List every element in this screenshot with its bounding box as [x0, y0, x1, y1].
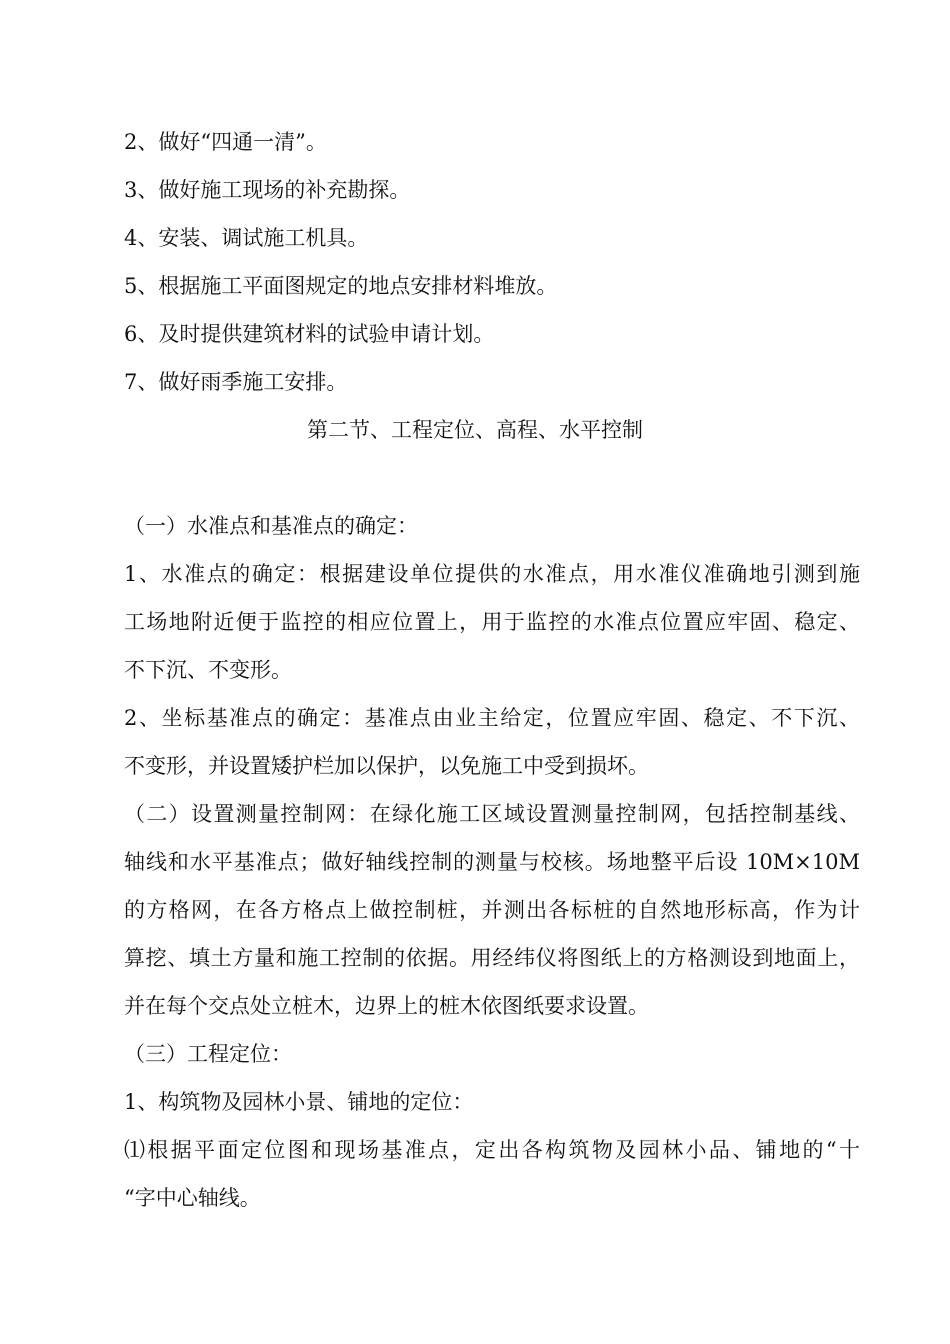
list-item: 6、及时提供建筑材料的试验申请计划。	[124, 322, 495, 346]
subsection-heading: （三）工程定位：	[124, 1042, 292, 1066]
list-item: 2、做好“四通一清”。	[124, 130, 327, 154]
subsection-heading: （一）水准点和基准点的确定：	[124, 514, 418, 538]
paragraph-line: 不下沉、不变形。	[124, 658, 292, 682]
paragraph-line: 的方格网，在各方格点上做控制桩，并测出各标桩的自然地形标高，作为计	[124, 898, 860, 922]
list-item: 4、安装、调试施工机具。	[124, 226, 369, 250]
paragraph-line: 轴线和水平基准点；做好轴线控制的测量与校核。场地整平后设 10M×10M	[124, 850, 860, 874]
paragraph-line: 2、坐标基准点的确定：基准点由业主给定，位置应牢固、稳定、不下沉、	[124, 706, 860, 730]
list-item: 5、根据施工平面图规定的地点安排材料堆放。	[124, 274, 558, 298]
paragraph-line: （二）设置测量控制网：在绿化施工区域设置测量控制网，包括控制基线、	[124, 802, 860, 826]
paragraph-line: ⑴根据平面定位图和现场基准点，定出各构筑物及园林小品、铺地的“十	[124, 1138, 860, 1162]
paragraph-line: 不变形，并设置矮护栏加以保护，以免施工中受到损坏。	[124, 754, 649, 778]
paragraph-line: 工场地附近便于监控的相应位置上，用于监控的水准点位置应牢固、稳定、	[124, 610, 860, 634]
section-heading: 第二节、工程定位、高程、水平控制	[307, 418, 643, 442]
list-item: 7、做好雨季施工安排。	[124, 370, 348, 394]
paragraph-line: “字中心轴线。	[124, 1186, 261, 1210]
paragraph-line: 算挖、填土方量和施工控制的依据。用经纬仪将图纸上的方格测设到地面上，	[124, 946, 860, 970]
item-heading: 1、构筑物及园林小景、铺地的定位：	[124, 1090, 474, 1114]
list-item: 3、做好施工现场的补充勘探。	[124, 178, 411, 202]
paragraph-line: 1、水准点的确定：根据建设单位提供的水准点，用水准仪准确地引测到施	[124, 562, 860, 586]
paragraph-line: 并在每个交点处立桩木，边界上的桩木依图纸要求设置。	[124, 994, 649, 1018]
